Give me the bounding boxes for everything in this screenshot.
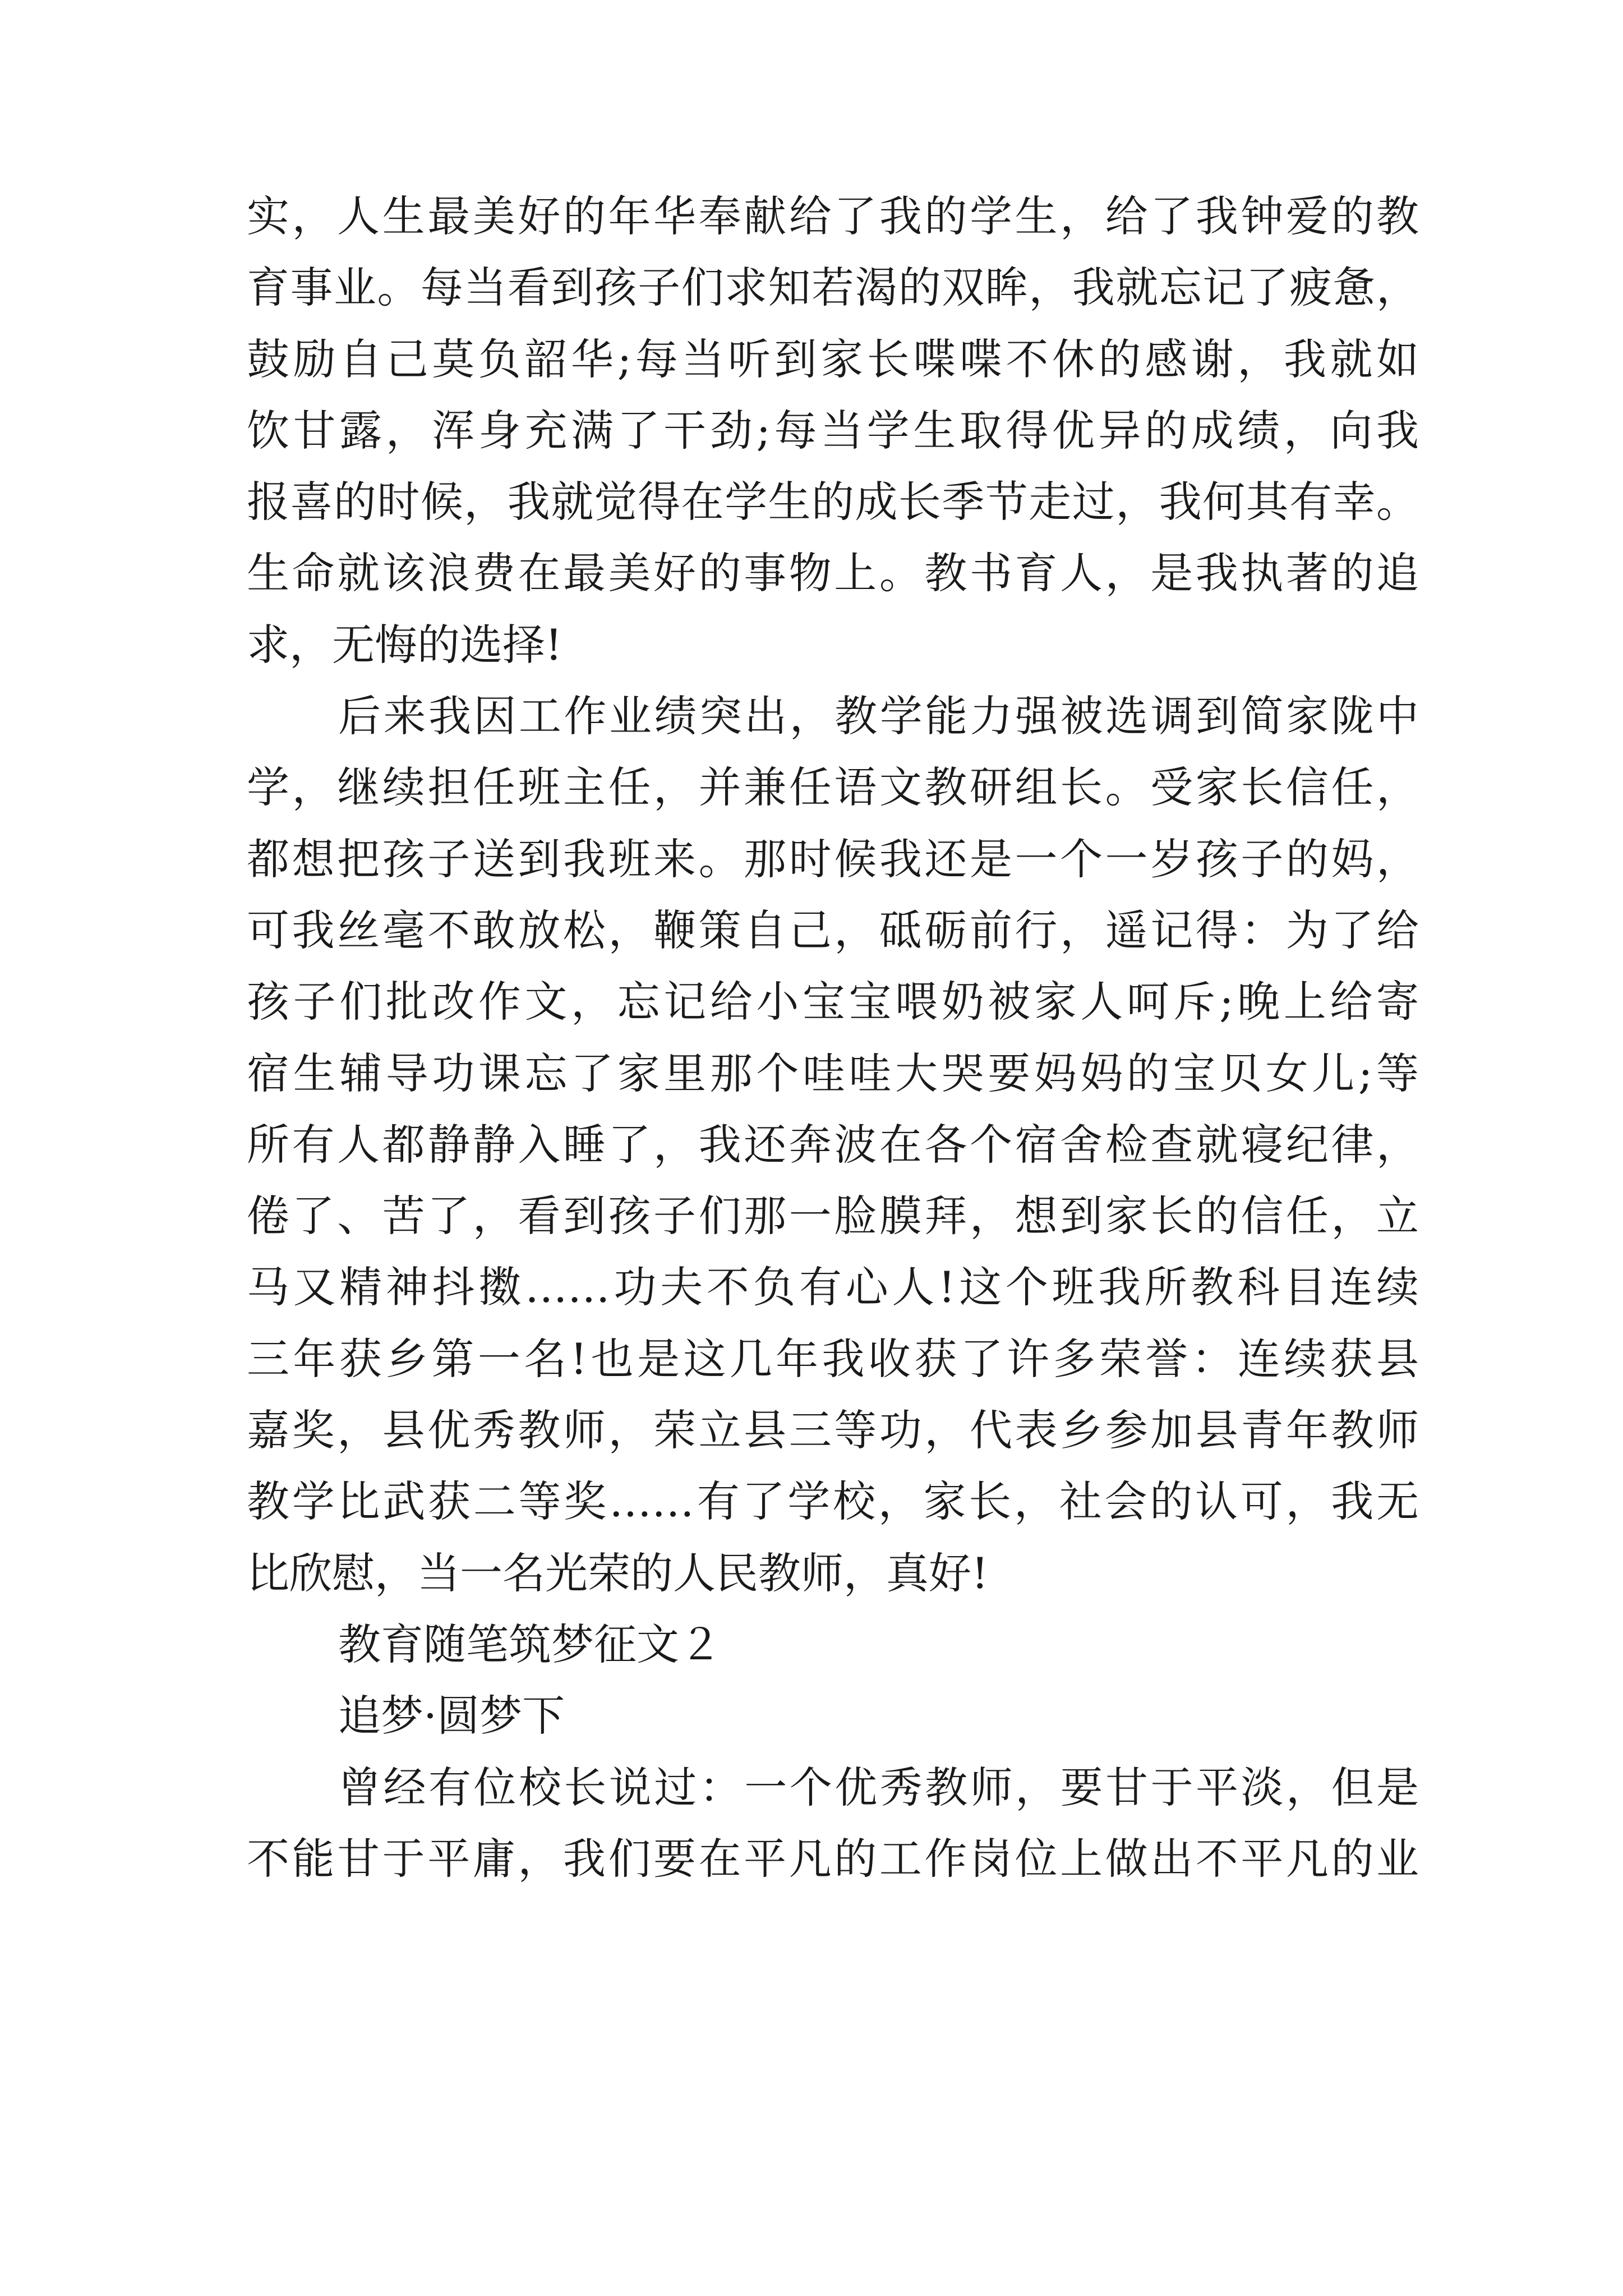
- text-line: 报喜的时候，我就觉得在学生的成长季节走过，我何其有幸。: [247, 477, 1419, 527]
- text-line: 宿生辅导功课忘了家里那个哇哇大哭要妈妈的宝贝女儿;等: [247, 1048, 1419, 1098]
- text-line: 育事业。每当看到孩子们求知若渴的双眸，我就忘记了疲惫，: [247, 263, 1419, 313]
- text-line: 比欣慰，当一名光荣的人民教师，真好!: [247, 1548, 989, 1598]
- text-line: 生命就该浪费在最美好的事物上。教书育人，是我执著的追: [247, 548, 1419, 599]
- text-line: 追梦·圆梦下: [338, 1691, 565, 1741]
- text-line: 教育随笔筑梦征文２: [338, 1619, 722, 1669]
- text-line: 可我丝毫不敢放松，鞭策自己，砥砺前行，遥记得：为了给: [247, 905, 1419, 955]
- text-line: 都想把孩子送到我班来。那时候我还是一个一岁孩子的妈，: [247, 834, 1419, 884]
- text-line: 倦了、苦了，看到孩子们那一脸膜拜，想到家长的信任，立: [247, 1191, 1419, 1241]
- document-body: [247, 181, 1419, 1894]
- text-line: 饮甘露，浑身充满了干劲;每当学生取得优异的成绩，向我: [247, 405, 1419, 455]
- text-line: 嘉奖，县优秀教师，荣立县三等功，代表乡参加县青年教师: [247, 1405, 1419, 1456]
- text-line: 学，继续担任班主任，并兼任语文教研组长。受家长信任，: [247, 762, 1419, 813]
- text-line: 曾经有位校长说过：一个优秀教师，要甘于平淡，但是: [338, 1762, 1419, 1812]
- text-line: 后来我因工作业绩突出，教学能力强被选调到简家陇中: [338, 691, 1419, 742]
- text-line: 不能甘于平庸，我们要在平凡的工作岗位上做出不平凡的业: [247, 1833, 1419, 1884]
- text-line: 求，无悔的选择!: [247, 619, 562, 670]
- text-line: 孩子们批改作文，忘记给小宝宝喂奶被家人呵斥;晚上给寄: [247, 977, 1419, 1027]
- text-line: 马又精神抖擞……功夫不负有心人!这个班我所教科目连续: [247, 1262, 1419, 1313]
- text-line: 实，人生最美好的年华奉献给了我的学生，给了我钟爱的教: [247, 191, 1419, 241]
- text-line: 教学比武获二等奖……有了学校，家长，社会的认可，我无: [247, 1476, 1419, 1527]
- text-line: 三年获乡第一名!也是这几年我收获了许多荣誉：连续获县: [247, 1333, 1419, 1384]
- text-line: 所有人都静静入睡了，我还奔波在各个宿舍检查就寝纪律，: [247, 1119, 1419, 1170]
- text-line: 鼓励自己莫负韶华;每当听到家长喋喋不休的感谢，我就如: [247, 334, 1419, 384]
